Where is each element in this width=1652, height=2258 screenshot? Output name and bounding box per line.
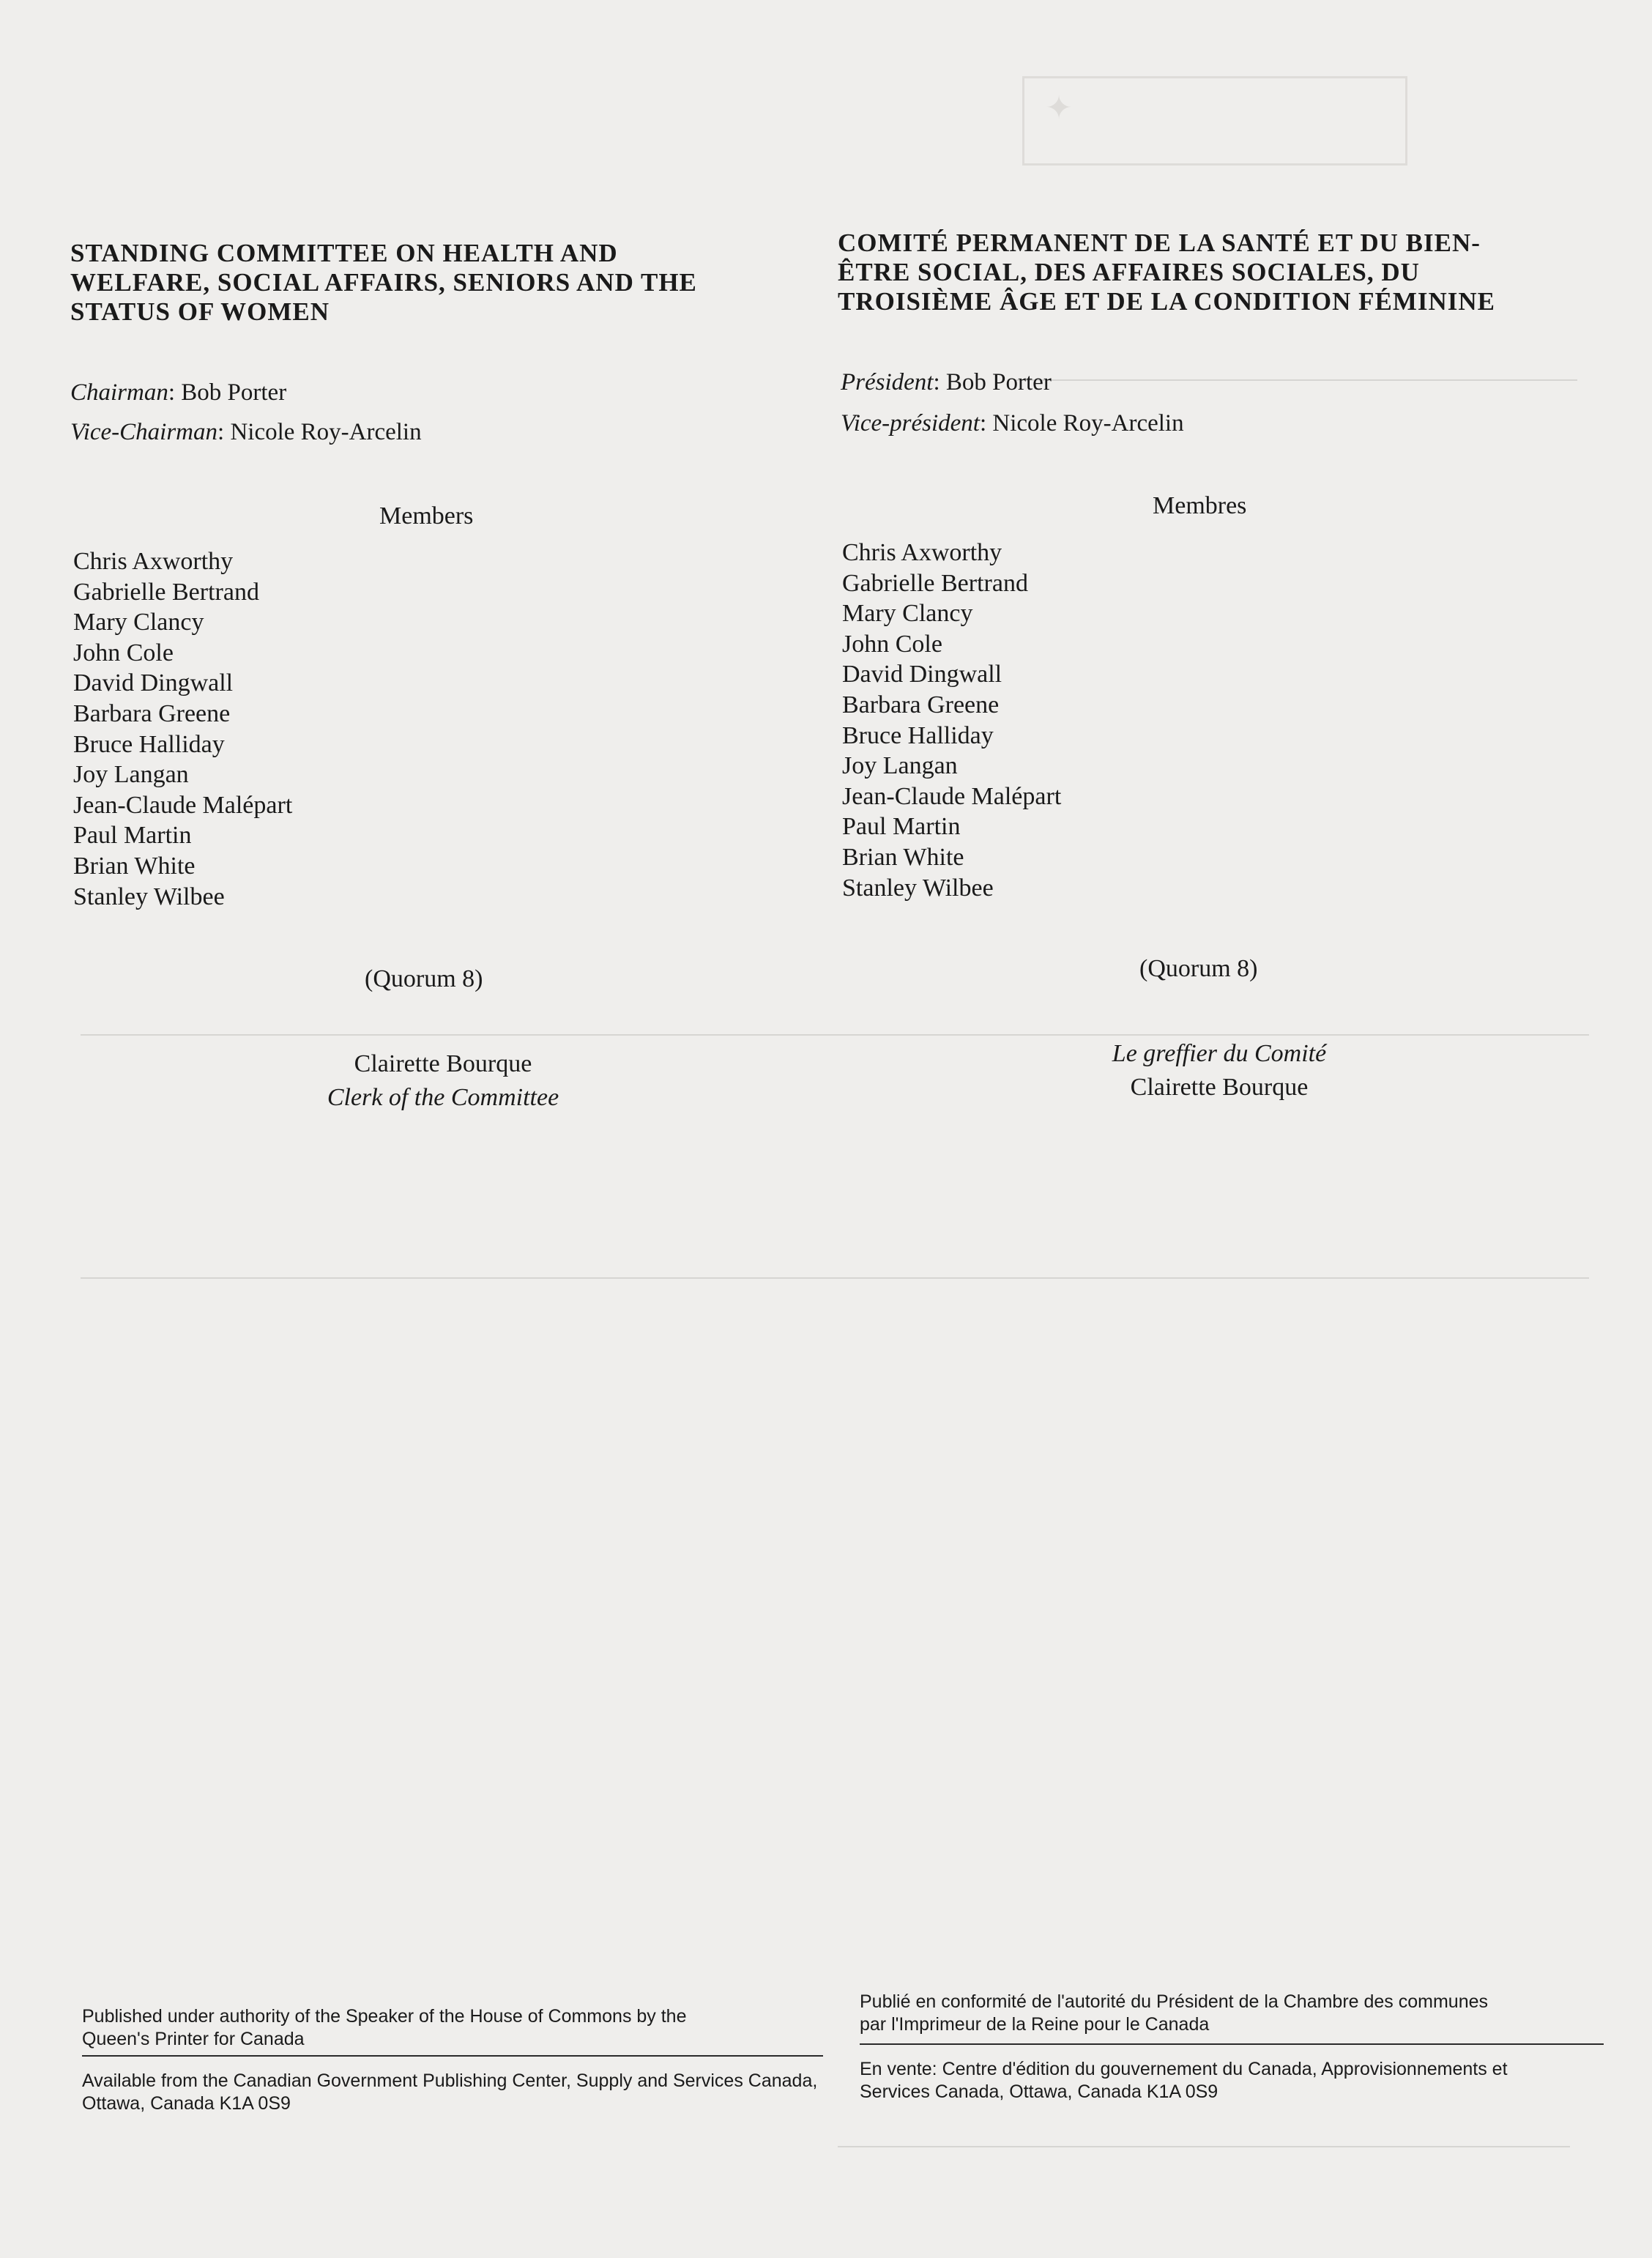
ghost-rule: [1013, 379, 1577, 381]
vice-president-label: Vice-président: [841, 410, 980, 437]
list-item: Stanley Wilbee: [842, 874, 994, 902]
list-item: Paul Martin: [842, 813, 961, 841]
list-item: Paul Martin: [73, 822, 192, 850]
published-notice: Publié en conformité de l'autorité du Président de la Chambre des communes par l'Imprimeur de la Reine pour le Canada: [860, 1991, 1489, 2035]
clerk-block: [1054, 1037, 1384, 1104]
availability-notice: En vente: Centre d'édition du gouvernement du Canada, Approvisionnements et Services Canada, Ottawa, Canada K1A 0S9: [860, 2059, 1508, 2102]
chairman-line: Chairman: Bob Porter: [70, 379, 287, 406]
list-item: Gabrielle Bertrand: [842, 569, 1028, 597]
footer-rule: [82, 2055, 823, 2057]
list-item: Barbara Greene: [842, 691, 1000, 718]
english-column: [70, 239, 825, 327]
vice-chairman-line: Vice-Chairman: Nicole Roy-Arcelin: [70, 419, 422, 445]
published-notice: Published under authority of the Speaker of the House of Commons by the Queen's Printer for Canada: [82, 2006, 687, 2049]
list-item: Jean-Claude Malépart: [73, 791, 293, 819]
quorum: (Quorum 8): [365, 965, 483, 992]
french-column: [838, 229, 1614, 316]
ghost-rule: [81, 1034, 1589, 1036]
list-item: Mary Clancy: [842, 600, 973, 628]
list-item: Bruce Halliday: [73, 730, 225, 758]
list-item: Joy Langan: [73, 761, 189, 789]
list-item: Bruce Halliday: [842, 721, 994, 749]
list-item: David Dingwall: [842, 661, 1002, 688]
vice-president-name: Nicole Roy-Arcelin: [992, 410, 1184, 437]
list-item: Gabrielle Bertrand: [73, 578, 259, 606]
footer-rule: [860, 2043, 1604, 2045]
vice-chairman-label: Vice-Chairman: [70, 419, 218, 445]
list-item: Barbara Greene: [73, 699, 231, 727]
list-item: Stanley Wilbee: [73, 883, 225, 910]
list-item: Joy Langan: [842, 752, 958, 780]
committee-title: STANDING COMMITTEE ON HEALTH AND WELFARE, SOCIAL AFFAIRS, SENIORS AND THE STATUS OF WOMEN: [70, 239, 697, 326]
ghost-rule: [838, 2146, 1570, 2147]
list-item: Chris Axworthy: [842, 539, 1002, 566]
list-item: Mary Clancy: [73, 609, 204, 636]
list-item: Brian White: [842, 843, 964, 871]
list-item: Brian White: [73, 852, 196, 880]
list-item: David Dingwall: [73, 669, 234, 697]
chairman-label: Chairman: [70, 379, 168, 406]
ghost-rule: [81, 1277, 1589, 1279]
president-label: Président: [841, 369, 934, 395]
quorum: (Quorum 8): [1139, 955, 1258, 982]
clerk-name: Clairette Bourque: [1130, 1074, 1309, 1101]
availability-notice: Available from the Canadian Government Publishing Center, Supply and Services Canada, Ottawa, Canada K1A 0S9: [82, 2071, 818, 2114]
list-item: John Cole: [73, 639, 174, 666]
president-name: Bob Porter: [945, 369, 1052, 395]
clerk-title: Le greffier du Comité: [1112, 1040, 1327, 1067]
postage-stamp-ghost: [1022, 76, 1407, 166]
member-list: [73, 546, 292, 912]
maple-leaf-icon: ✦: [1045, 90, 1073, 126]
chairman-name: Bob Porter: [181, 379, 287, 406]
member-list: [842, 538, 1061, 903]
clerk-block: [278, 1047, 608, 1115]
list-item: Chris Axworthy: [73, 548, 234, 575]
vice-chairman-name: Nicole Roy-Arcelin: [230, 419, 422, 445]
list-item: John Cole: [842, 630, 942, 658]
list-item: Jean-Claude Malépart: [842, 782, 1062, 810]
members-heading: Membres: [1153, 492, 1247, 519]
clerk-name: Clairette Bourque: [354, 1050, 532, 1077]
president-line: Président: Bob Porter: [841, 369, 1052, 395]
vice-president-line: Vice-président: Nicole Roy-Arcelin: [841, 410, 1184, 437]
committee-title: COMITÉ PERMANENT DE LA SANTÉ ET DU BIEN-ÊTRE SOCIAL, DES AFFAIRES SOCIALES, DU TROISIÈME ÂGE ET DE LA CONDITION FÉMININE: [838, 229, 1496, 316]
clerk-title: Clerk of the Committee: [327, 1084, 559, 1111]
members-heading: Members: [379, 502, 474, 530]
